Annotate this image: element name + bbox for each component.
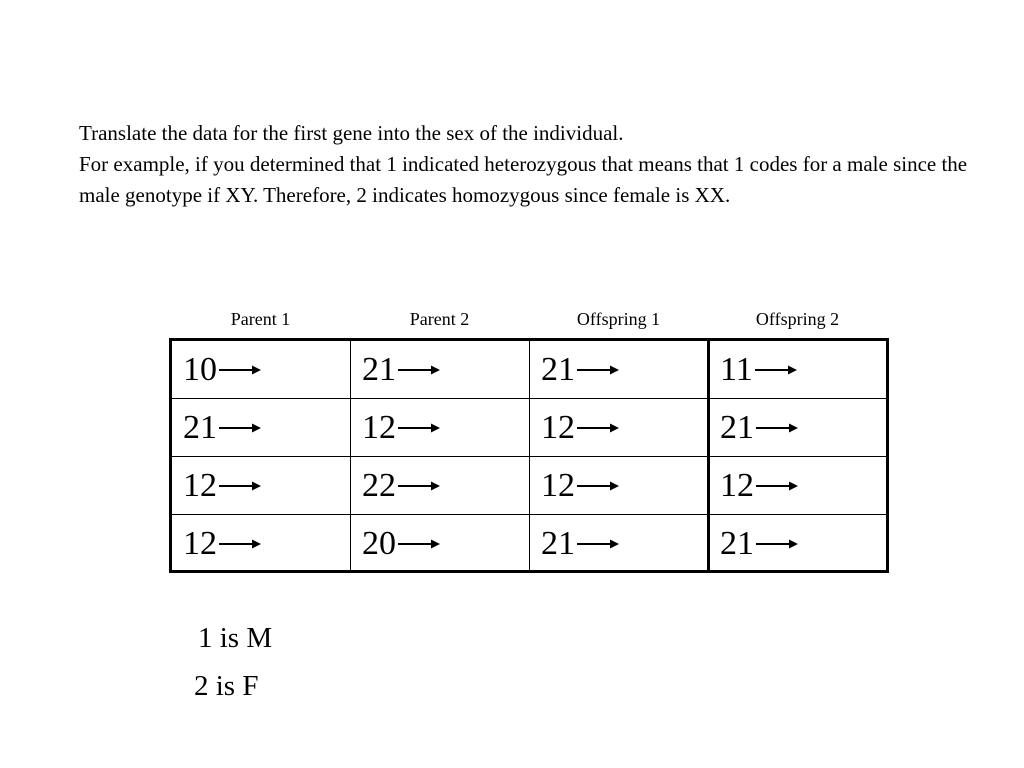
table-cell xyxy=(530,515,619,573)
right-arrow-icon xyxy=(219,538,261,550)
right-arrow-icon xyxy=(398,538,440,550)
table-cell xyxy=(530,341,619,399)
column-header-parent-2: Parent 2 xyxy=(409,309,470,329)
table-cell xyxy=(351,399,440,457)
right-arrow-icon xyxy=(577,422,619,434)
right-arrow-icon xyxy=(756,538,798,550)
right-arrow-icon xyxy=(219,364,261,376)
genotype-value: 12 xyxy=(720,467,754,504)
right-arrow-icon xyxy=(398,364,440,376)
table-cell xyxy=(709,515,798,573)
table-cell xyxy=(709,341,797,399)
table-cell xyxy=(351,515,440,573)
table-cell xyxy=(530,457,619,515)
instructions-text xyxy=(79,118,979,211)
right-arrow-icon xyxy=(219,422,261,434)
table-cell xyxy=(172,457,261,515)
table-cell xyxy=(351,341,440,399)
genotype-value: 12 xyxy=(541,467,575,504)
right-arrow-icon xyxy=(398,422,440,434)
genotype-value: 12 xyxy=(183,467,217,504)
right-arrow-icon xyxy=(755,364,797,376)
genotype-value: 21 xyxy=(183,409,217,446)
table-cell xyxy=(709,457,798,515)
right-arrow-icon xyxy=(577,364,619,376)
genotype-value: 21 xyxy=(720,525,754,562)
table-cell xyxy=(530,399,619,457)
genotype-value: 22 xyxy=(362,467,396,504)
right-arrow-icon xyxy=(756,422,798,434)
instruction-line-2: For example, if you determined that 1 indicated heterozygous that means that 1 codes for a male since the male genotype if XY. Therefore, 2 indicates homozygous since female is XX. xyxy=(79,152,968,207)
right-arrow-icon xyxy=(577,538,619,550)
column-headers xyxy=(171,306,887,332)
table-cell xyxy=(709,399,798,457)
right-arrow-icon xyxy=(756,480,798,492)
genotype-value: 20 xyxy=(362,525,396,562)
legend-male: 1 is M xyxy=(198,622,273,654)
table-cell xyxy=(172,399,261,457)
right-arrow-icon xyxy=(398,480,440,492)
genotype-value: 21 xyxy=(720,409,754,446)
genotype-value: 11 xyxy=(720,351,753,388)
table-cell xyxy=(172,515,261,573)
genotype-value: 10 xyxy=(183,351,217,388)
genotype-value: 12 xyxy=(362,409,396,446)
genotype-value: 12 xyxy=(183,525,217,562)
genotype-table xyxy=(169,338,889,573)
genotype-value: 21 xyxy=(541,351,575,388)
instruction-line-1: Translate the data for the first gene into the sex of the individual. xyxy=(79,121,624,145)
right-arrow-icon xyxy=(577,480,619,492)
column-header-offspring-2: Offspring 2 xyxy=(755,309,840,329)
genotype-value: 12 xyxy=(541,409,575,446)
table-cell xyxy=(172,341,261,399)
genotype-value: 21 xyxy=(541,525,575,562)
legend-female: 2 is F xyxy=(194,670,259,702)
right-arrow-icon xyxy=(219,480,261,492)
genotype-value: 21 xyxy=(362,351,396,388)
column-header-parent-1: Parent 1 xyxy=(230,309,291,329)
column-header-offspring-1: Offspring 1 xyxy=(576,309,661,329)
table-cell xyxy=(351,457,440,515)
